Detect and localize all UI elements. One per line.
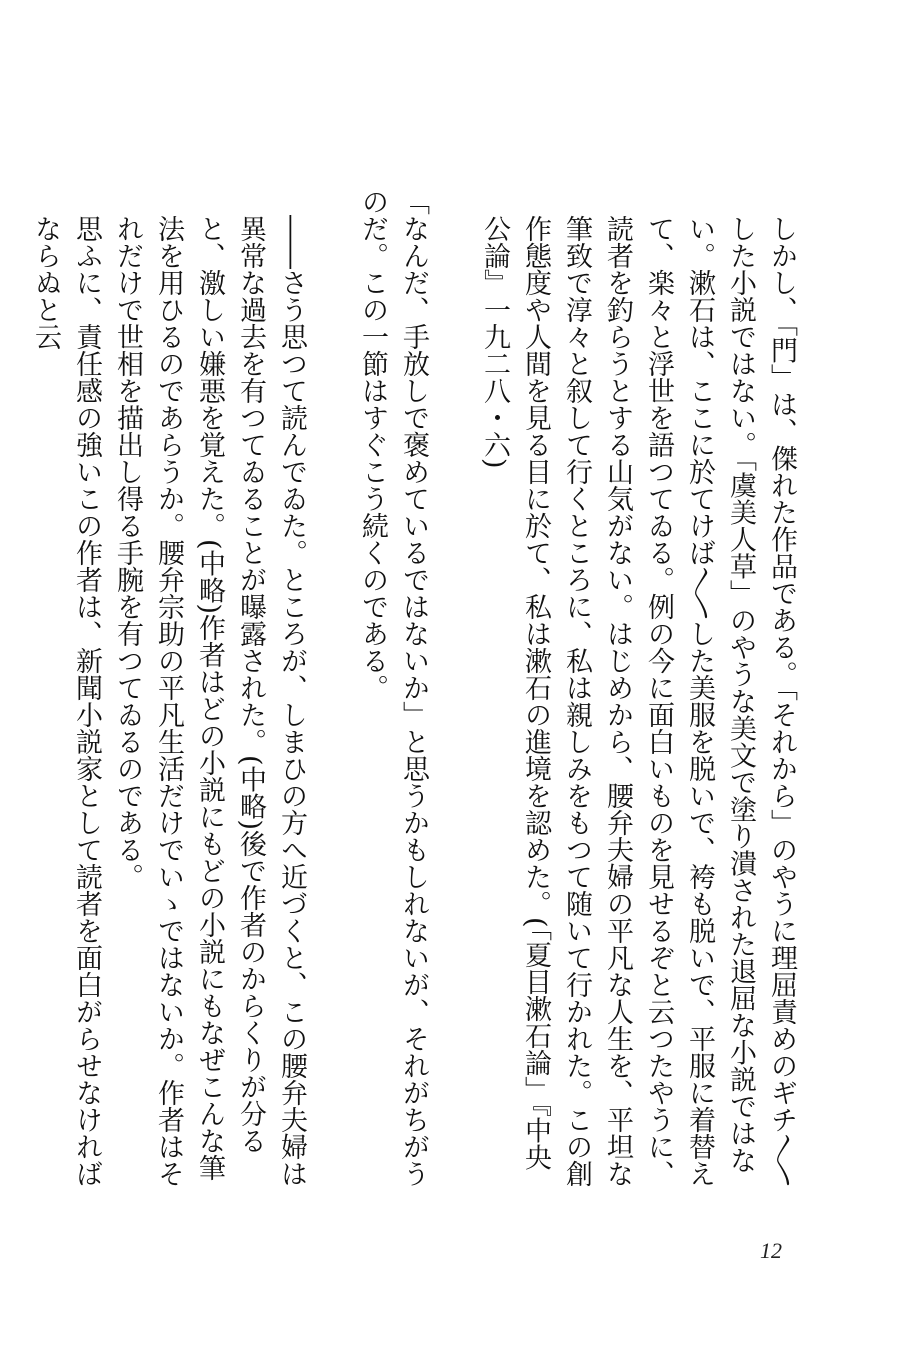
continuation-paragraph: 思ふに、責任感の強いこの作者は、新聞小説家として読者を面白がらせなければならぬと云 <box>30 215 102 1187</box>
quote-paragraph-1: しかし、「門」は、傑れた作品である。「それから」のやうに理屈責めのギチ〱した小説ではない。「虞美人草」のやうな美文で塗り潰された退屈な小説ではない。漱石は、ここに於てけば〱した美服を脱いで、袴も脱いで、平服に着替えて、楽々と浮世を語つてゐる。例の今に面白いものを見せるぞと云つたやうに、読者を釣らうとする山気がない。はじめから、腰弁夫婦の平凡な人生を、平坦な筆致で淳々と叙して行くところに、私は親しみをもつて随いて行かれた。この創作態度や人間を見る目に於て、私は漱石の進境を認めた。(「夏目漱石論」『中央公論』一九二八・六) <box>479 215 797 1187</box>
commentary-paragraph: 「なんだ、手放しで褒めているではないか」と思うかもしれないが、それがちがうのだ。この一節はすぐこう続くのである。 <box>357 188 429 1187</box>
page-number: 12 <box>760 1238 782 1263</box>
page-body-text <box>30 188 802 1196</box>
quote-paragraph-2: ――さう思つて読んでゐた。ところが、しまひの方へ近づくと、この腰弁夫婦は異常な過去を有つてゐることが曝露された。(中略)後で作者のからくりが分ると、激しい嫌悪を覚えた。(中略)作者はどの小説にもどの小説にもなぜこんな筆法を用ひるのであらうか。腰弁宗助の平凡生活だけでいゝではないか。作者はそれだけで世相を描出し得る手腕を有つてゐるのである。 <box>112 215 307 1187</box>
